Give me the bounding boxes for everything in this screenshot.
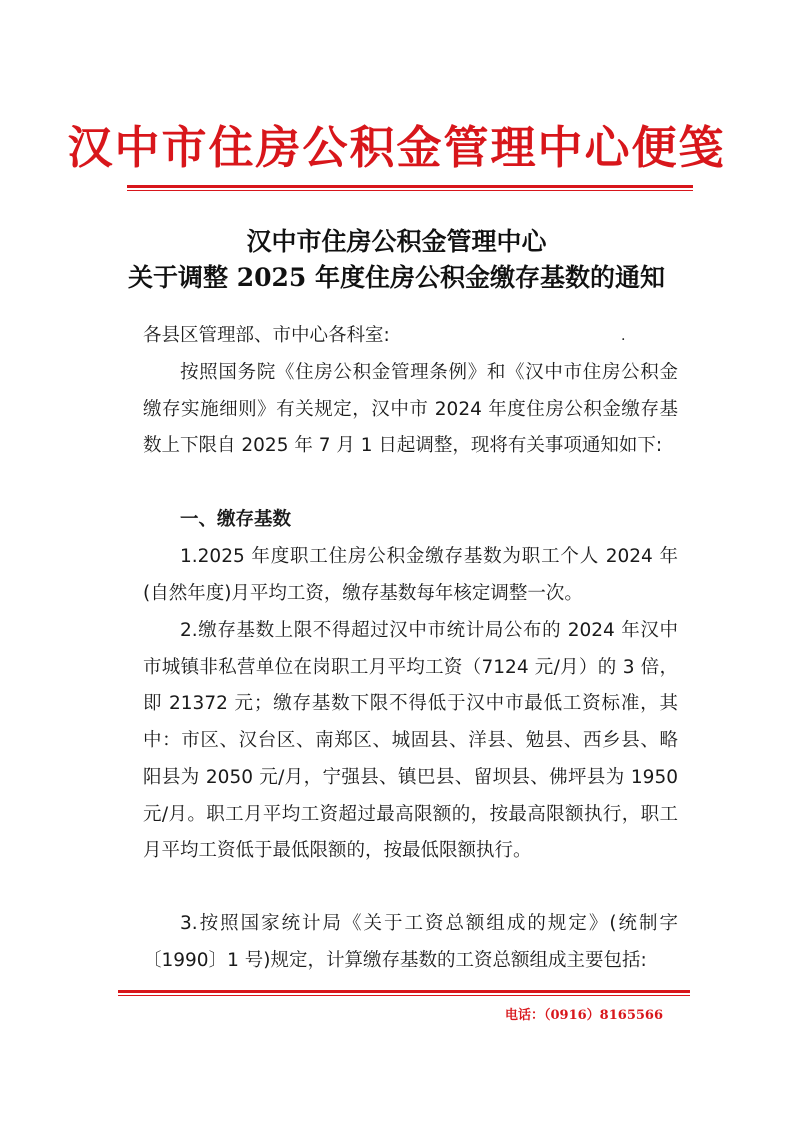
section-heading-contribution-base: 一、缴存基数 bbox=[180, 509, 292, 530]
letterhead-divider-thick bbox=[127, 185, 693, 188]
item-2-paragraph: 2.缴存基数上限不得超过汉中市统计局公布的 2024 年汉中市城镇非私营单位在岗职工月平均工资（7124 元/月）的 3 倍，即 21372 元；缴存基数下限不得低于汉中市最低工资标准，其中：市区、汉台区、南郑区、城固县、洋县、勉县、西乡县、略阳县为 2050 元/月，宁强县、镇巴县、留坝县、佛坪县为 1950 元/月。职工月平均工资超过最高限额的，按最高限额执行，职工月平均工资低于最低限额的，按最低限额执行。 bbox=[143, 620, 678, 862]
salutation: 各县区管理部、市中心各科室: bbox=[143, 325, 390, 346]
footer-divider-thick bbox=[118, 990, 690, 993]
item-1-paragraph: 1.2025 年度职工住房公积金缴存基数为职工个人 2024 年(自然年度)月平均工资，缴存基数每年核定调整一次。 bbox=[143, 546, 678, 604]
footer-divider-thin bbox=[118, 995, 690, 996]
intro-paragraph: 按照国务院《住房公积金管理条例》和《汉中市住房公积金缴存实施细则》有关规定，汉中市 2024 年度住房公积金缴存基数上下限自 2025 年 7 月 1 日起调整，现将有关事项通知如下: bbox=[143, 362, 678, 457]
notice-title-line2: 关于调整 2025 年度住房公积金缴存基数的通知 bbox=[128, 263, 665, 292]
item-3-paragraph: 3.按照国家统计局《关于工资总额组成的规定》(统制字〔1990〕1 号)规定，计算缴存基数的工资总额组成主要包括: bbox=[143, 913, 678, 971]
footer-phone: 电话：（0916）8165566 bbox=[505, 1008, 663, 1023]
letterhead-title: 汉中市住房公积金管理中心便笺 bbox=[67, 121, 726, 174]
salutation-mark: . bbox=[621, 328, 626, 344]
notice-title-line1: 汉中市住房公积金管理中心 bbox=[246, 227, 547, 256]
letterhead-divider-thin bbox=[127, 190, 693, 191]
